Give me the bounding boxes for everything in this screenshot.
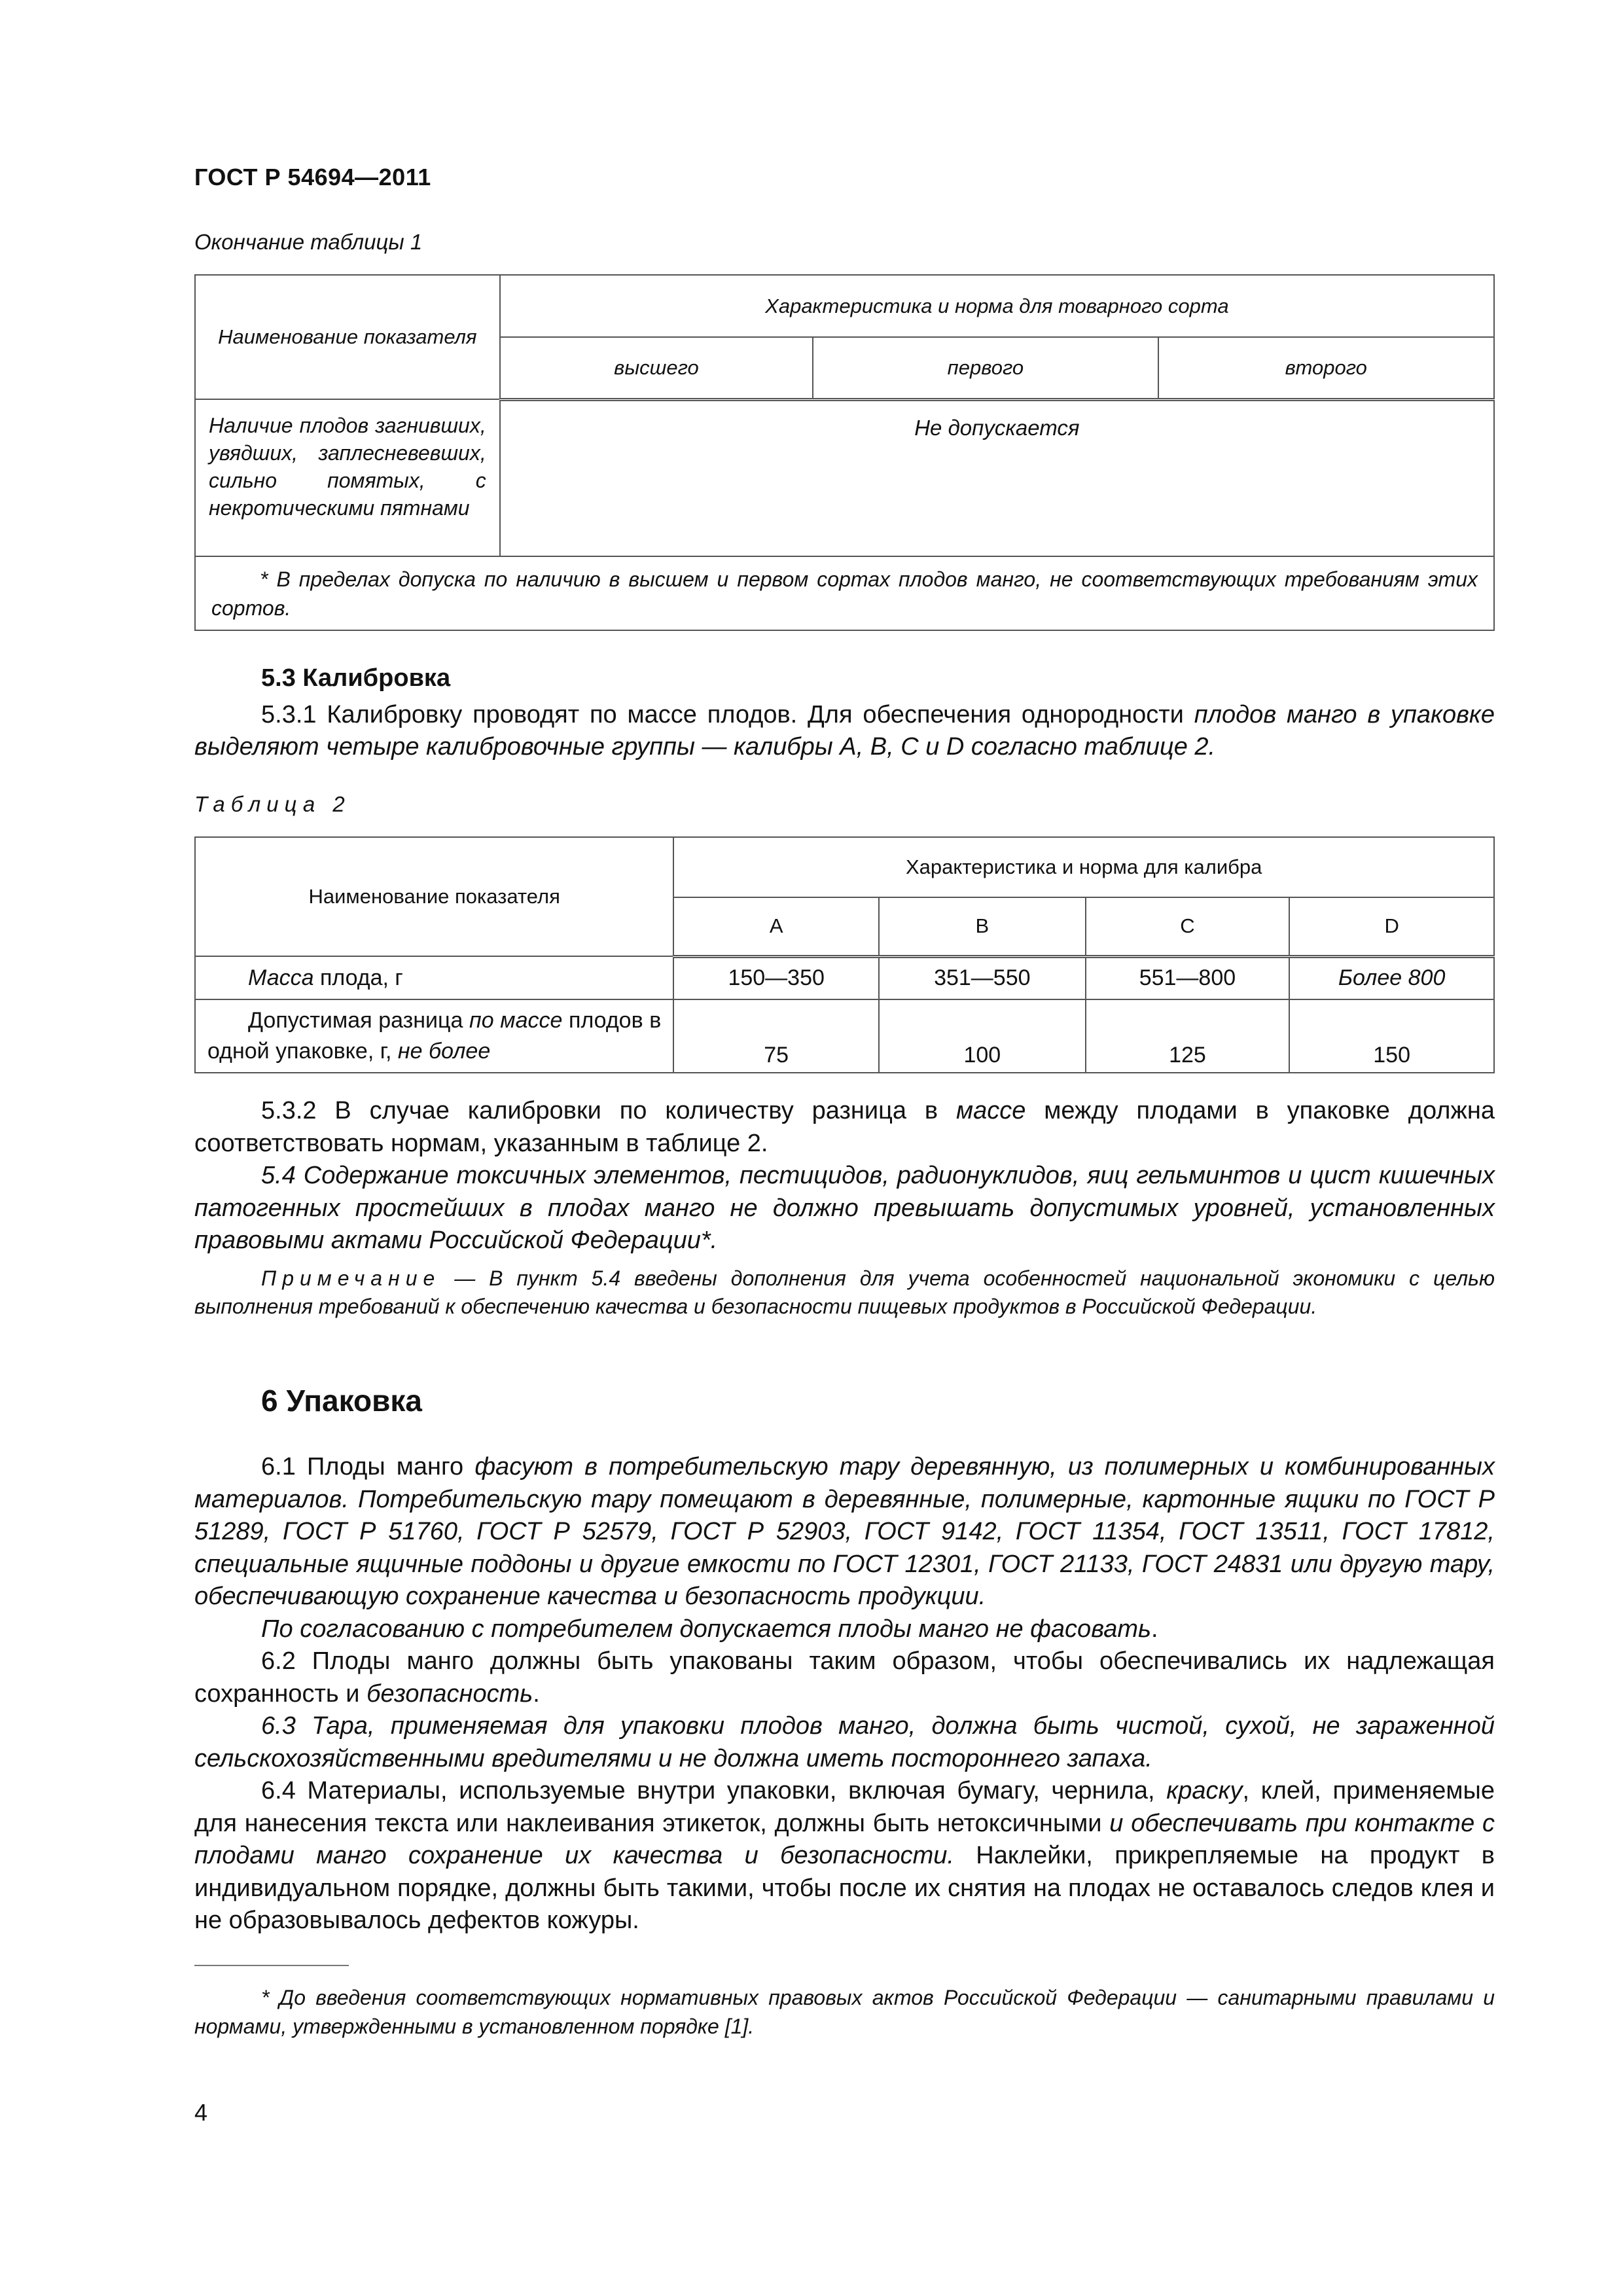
table1-row-value: Не допускается bbox=[500, 399, 1494, 556]
note-label: Примечание bbox=[261, 1266, 441, 1290]
table1 bbox=[194, 274, 1495, 631]
para-6-1-agreement: По согласованию с потребителем допускается плоды манго не фасовать. bbox=[261, 1615, 1158, 1643]
table2-row2-a: 75 bbox=[673, 999, 879, 1073]
table1-col-header: Наименование показателя bbox=[195, 275, 500, 399]
footnote bbox=[194, 1983, 1495, 2041]
para-5-3-2: 5.3.2 В случае калибровки по количеству разница в массе между плодами в упаковке должна соответствовать нормам, указанным в таблице 2. bbox=[194, 1097, 1495, 1157]
table2-row1-a: 150—350 bbox=[673, 956, 879, 999]
footnote-text: * До введения соответствующих нормативных правовых актов Российской Федерации — санитарными правилами и нормами, утвержденными в установленном порядке [1]. bbox=[194, 1986, 1495, 2038]
table1-grade-second: второго bbox=[1158, 337, 1494, 399]
table2 bbox=[194, 836, 1495, 1073]
para-5-3-1-a: 5.3.1 Калибровку проводят по массе плодов. Для обеспечения однородности bbox=[261, 700, 1194, 728]
page-number: 4 bbox=[194, 2099, 208, 2126]
table2-row2-c: 125 bbox=[1086, 999, 1290, 1073]
section-6-title: 6 Упаковка bbox=[261, 1384, 422, 1418]
table1-grade-highest: высшего bbox=[500, 337, 813, 399]
para-6-3: 6.3 Тара, применяемая для упаковки плодов манго, должна быть чистой, сухой, не зараженной сельскохозяйственными вредителями и не должна иметь постороннего запаха. bbox=[194, 1712, 1495, 1772]
table2-calibre-d: D bbox=[1289, 897, 1494, 956]
table2-calibre-c: C bbox=[1086, 897, 1290, 956]
note-5-4 bbox=[194, 1265, 1495, 1321]
table2-col-header: Наименование показателя bbox=[195, 837, 673, 956]
para-6-1: 6.1 Плоды манго фасуют в потребительскую тару деревянную, из полимерных и комбинированных материалов. Потребительскую тару помещают в деревянные, полимерные, картонные ящики по ГОСТ Р 51289, ГОСТ Р 51760, ГОСТ Р 52579, ГОСТ Р 52903, ГОСТ 9142, ГОСТ 11354, ГОСТ 13511, ГОСТ 17812, специальные ящичные поддоны и другие емкости по ГОСТ 12301, ГОСТ 21133, ГОСТ 24831 или другую тару, обеспечивающую сохранение качества и безопасность продукции. bbox=[194, 1453, 1495, 1610]
table2-row1-c: 551—800 bbox=[1086, 956, 1290, 999]
table1-group-header: Характеристика и норма для товарного сорта bbox=[500, 275, 1494, 337]
section-5-3 bbox=[194, 662, 1495, 764]
para-6-2: 6.2 Плоды манго должны быть упакованы таким образом, чтобы обеспечивались их надлежащая сохранность и безопасность. bbox=[194, 1647, 1495, 1708]
table1-caption: Окончание таблицы 1 bbox=[194, 230, 423, 254]
table1-row-label: Наличие плодов загнивших, увядших, заплесневевших, сильно помятых, с некротическими пятнами bbox=[209, 414, 486, 520]
note-text: — В пункт 5.4 введены дополнения для учета особенностей национальной экономики с целью выполнения требований к обеспечению качества и безопасности пищевых продуктов в Российской Федерации. bbox=[194, 1266, 1495, 1318]
table2-row2-d: 150 bbox=[1289, 999, 1494, 1073]
table2-calibre-a: A bbox=[673, 897, 879, 956]
section-5-3-title: 5.3 Калибровка bbox=[261, 664, 451, 692]
para-5-4: 5.4 Содержание токсичных элементов, пестицидов, радионуклидов, яиц гельминтов и цист кишечных патогенных простейших в плодах манго не должно превышать допустимых уровней, установленных правовыми актами Российской Федерации*. bbox=[194, 1162, 1495, 1254]
table1-footnote: * В пределах допуска по наличию в высшем и первом сортах плодов манго, не соответствующих требованиям этих сортов. bbox=[211, 567, 1478, 620]
table2-row2-label: Допустимая разница по массе плодов в одной упаковке, г, не более bbox=[195, 999, 673, 1073]
paras-5-3-2-and-5-4 bbox=[194, 1095, 1495, 1257]
footnote-separator bbox=[194, 1965, 349, 1966]
table2-row1-d: Более 800 bbox=[1289, 956, 1494, 999]
table1-grade-first: первого bbox=[813, 337, 1158, 399]
section-6-body bbox=[194, 1451, 1495, 1937]
document-code: ГОСТ Р 54694—2011 bbox=[194, 164, 431, 190]
table2-group-header: Характеристика и норма для калибра bbox=[673, 837, 1494, 897]
para-6-4: 6.4 Материалы, используемые внутри упаковки, включая бумагу, чернила, краску, клей, применяемые для нанесения текста или наклеивания этикеток, должны быть нетоксичными и обеспечивать при контакте с плодами манго сохранение их качества и безопасности. Наклейки, прикрепляемые на продукт в индивидуальном порядке, должны быть такими, чтобы после их снятия на плодах не оставалось следов клея и не образовывалось дефектов кожуры. bbox=[194, 1777, 1495, 1934]
table2-caption: Таблица 2 bbox=[194, 792, 351, 816]
table2-row1-label: Масса плода, г bbox=[195, 956, 673, 999]
table2-row2-b: 100 bbox=[879, 999, 1086, 1073]
table2-calibre-b: B bbox=[879, 897, 1086, 956]
para-5-3-1-b: плодов манго в упаковке выделяют четыре калибровочные группы — калибры A, B, C и D согласно таблице 2. bbox=[194, 700, 1495, 761]
table2-row1-b: 351—550 bbox=[879, 956, 1086, 999]
para-5-3-1 bbox=[194, 699, 1495, 764]
